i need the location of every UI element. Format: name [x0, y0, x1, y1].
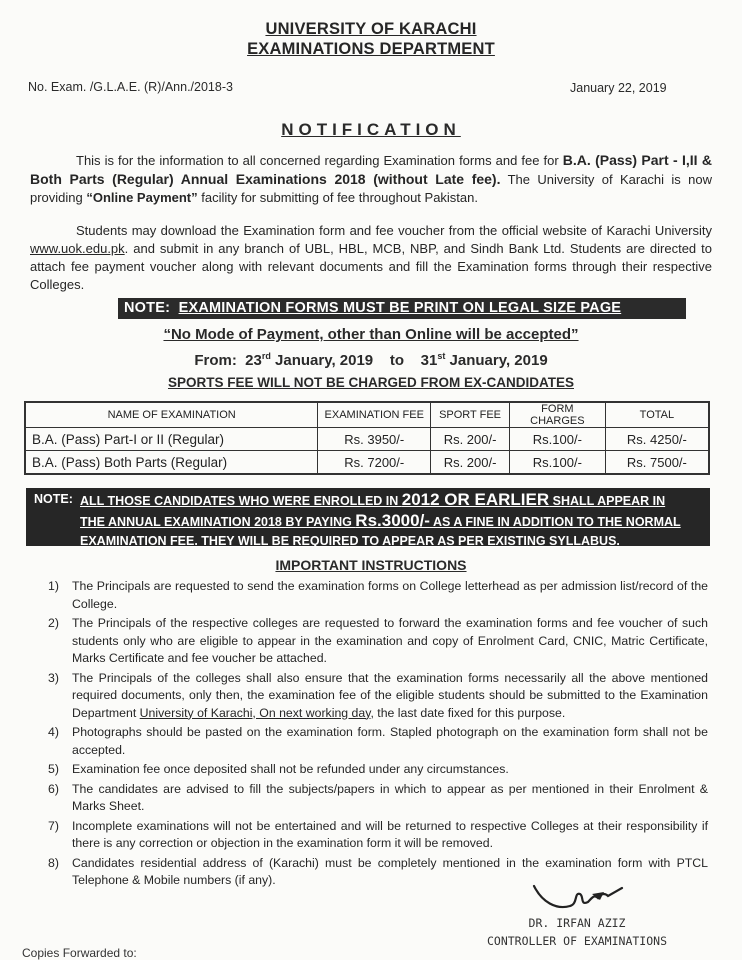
- list-item: [40, 615, 708, 668]
- list-item: [40, 724, 708, 759]
- instructions-list: [40, 578, 708, 892]
- item-number: 8): [48, 855, 59, 870]
- table-row: [25, 428, 709, 451]
- sport-fee-cell: Rs. 200/-: [431, 428, 510, 451]
- item-text: Incomplete examinations will not be entertained and will be returned to respective Colleges at their responsibility if there is any correction or objection in the examination form it will be removed.: [72, 818, 708, 850]
- list-item: [40, 818, 708, 853]
- to-label: to: [389, 352, 404, 369]
- list-item: [40, 761, 708, 779]
- header-sport-fee: SPORT FEE: [431, 402, 510, 428]
- total-cell: Rs. 7500/-: [605, 451, 709, 475]
- item-number: 5): [48, 762, 59, 776]
- intro-text-2: The University of Karachi is now providing: [30, 172, 712, 205]
- instructions-title: IMPORTANT INSTRUCTIONS: [275, 557, 467, 573]
- exam-fee-cell: Rs. 3950/-: [318, 428, 431, 451]
- item-text: the last date fixed for this purpose.: [373, 705, 566, 720]
- date-range: [0, 351, 742, 369]
- online-payment-bold: “Online Payment”: [86, 190, 198, 205]
- fine-note-text: [80, 490, 700, 551]
- exam-fee-cell: Rs. 7200/-: [318, 451, 431, 475]
- to-day: 31: [420, 352, 438, 369]
- exam-name-cell: B.A. (Pass) Part-I or II (Regular): [25, 428, 318, 451]
- copies-forwarded-label: Copies Forwarded to:: [22, 946, 137, 960]
- download-text-2: . and submit in any branch of UBL, HBL, MCB, NBP, and Sindh Bank Ltd. Students are directed to attach fee payment voucher along with relevant documents and fill the Examination forms through their respective Colleges.: [30, 241, 712, 292]
- fine-amount: Rs.3000/-: [355, 511, 430, 530]
- from-month-year: January, 2019: [275, 352, 374, 369]
- item-text: The Principals of the colleges shall also ensure that the examination forms necessarily all the above mentioned required documents, only then, the examination fee of the eligible students should be submitted to the Examination Department: [72, 670, 708, 720]
- department-name: EXAMINATIONS DEPARTMENT: [247, 40, 495, 58]
- item-number: 3): [48, 670, 59, 685]
- item-number: 6): [48, 781, 59, 796]
- download-text-1: Students may download the Examination form and fee voucher from the official website of Karachi University: [76, 223, 712, 238]
- item-underlined-text: University of Karachi, On next working day,: [139, 705, 374, 720]
- item-text: Candidates residential address of (Karachi) must be completely mentioned in the examination form with PTCL Telephone & Mobile numbers (if any).: [72, 855, 708, 887]
- sport-fee-cell: Rs. 200/-: [431, 451, 510, 475]
- header-form-charges: FORM CHARGES: [509, 402, 605, 428]
- fee-table-header: [25, 402, 709, 428]
- to-suffix: st: [437, 351, 446, 361]
- notification-date: January 22, 2019: [570, 81, 667, 95]
- website-link[interactable]: www.uok.edu.pk: [30, 241, 125, 256]
- table-row: [25, 451, 709, 475]
- header-exam-fee: EXAMINATION FEE: [318, 402, 431, 428]
- note-label: NOTE:: [34, 492, 73, 506]
- fine-note-year: 2012 OR EARLIER: [401, 490, 550, 509]
- fine-note-banner: [26, 488, 710, 546]
- fee-table: [24, 401, 710, 475]
- signatory-name: DR. IRFAN AZIZ: [528, 916, 626, 930]
- note-label: NOTE:: [124, 300, 171, 316]
- exam-name-cell: B.A. (Pass) Both Parts (Regular): [25, 451, 318, 475]
- list-item: [40, 670, 708, 723]
- from-day: 23: [245, 352, 262, 369]
- item-text: Photographs should be pasted on the examination form. Stapled photograph on the examination form shall not be accepted.: [72, 725, 708, 757]
- item-text: The Principals are requested to send the examination forms on College letterhead as per admission list/record of the College.: [72, 579, 708, 611]
- fine-note-l1a: ALL THOSE CANDIDATES WHO WERE ENROLLED IN: [80, 494, 402, 508]
- fine-note-l1c: SHALL APPEAR IN: [549, 494, 666, 508]
- item-text: The Principals of the respective colleges are requested to forward the examination forms and fee voucher of such students only who are eligible to appear in the examination and copy of Enrolment Card, CNIC, Matric Certificate, Marks Certificate and fee voucher be attached.: [72, 616, 708, 665]
- to-month-year: January, 2019: [449, 352, 548, 369]
- payment-mode-notice: “No Mode of Payment, other than Online will be accepted”: [163, 326, 579, 343]
- item-number: 4): [48, 725, 59, 739]
- reference-number: No. Exam. /G.L.A.E. (R)/Ann./2018-3: [28, 80, 233, 94]
- signature-icon: [522, 880, 632, 914]
- intro-paragraph: [30, 151, 712, 207]
- item-number: 1): [48, 579, 59, 593]
- legal-size-note-banner: [118, 298, 686, 319]
- fine-note-l2a: THE ANNUAL EXAMINATION 2018 BY PAYING: [80, 515, 356, 529]
- item-number: 2): [48, 616, 59, 630]
- item-text: The candidates are advised to fill the subjects/papers in which to appear as per mentioned in their Enrolment & Marks Sheet.: [72, 781, 708, 813]
- item-number: 7): [48, 818, 59, 833]
- fine-note-l3: EXAMINATION FEE. THEY WILL BE REQUIRED TO APPEAR AS PER EXISTING SYLLABUS.: [80, 534, 620, 548]
- notification-title: NOTIFICATION: [281, 120, 461, 139]
- form-charges-cell: Rs.100/-: [509, 428, 605, 451]
- header-exam-name: NAME OF EXAMINATION: [25, 402, 318, 428]
- signature-block: [462, 880, 692, 950]
- sports-fee-notice: SPORTS FEE WILL NOT BE CHARGED FROM EX-CANDIDATES: [167, 375, 574, 390]
- form-charges-cell: Rs.100/-: [509, 451, 605, 475]
- university-name: UNIVERSITY OF KARACHI: [265, 20, 477, 38]
- from-label: From:: [194, 352, 237, 369]
- list-item: [40, 781, 708, 816]
- intro-text-1: This is for the information to all concerned regarding Examination forms and fee for: [76, 153, 563, 168]
- legal-size-note-text: EXAMINATION FORMS MUST BE PRINT ON LEGAL SIZE PAGE: [178, 300, 622, 316]
- list-item: [40, 578, 708, 613]
- item-text: Examination fee once deposited shall not be refunded under any circumstances.: [72, 762, 509, 776]
- total-cell: Rs. 4250/-: [605, 428, 709, 451]
- from-suffix: rd: [261, 351, 271, 361]
- exam-name-bold: B.A. (Pass) Part - I,II & Both Parts (Regular) Annual Examinations 2018 (without Late fee).: [30, 152, 712, 187]
- download-paragraph: [30, 222, 712, 294]
- header-total: TOTAL: [605, 402, 709, 428]
- fine-note-l2c: AS A FINE IN ADDITION TO THE NORMAL: [429, 515, 681, 529]
- intro-text-3: facility for submitting of fee throughout Pakistan.: [197, 190, 478, 205]
- signatory-designation: CONTROLLER OF EXAMINATIONS: [486, 934, 667, 948]
